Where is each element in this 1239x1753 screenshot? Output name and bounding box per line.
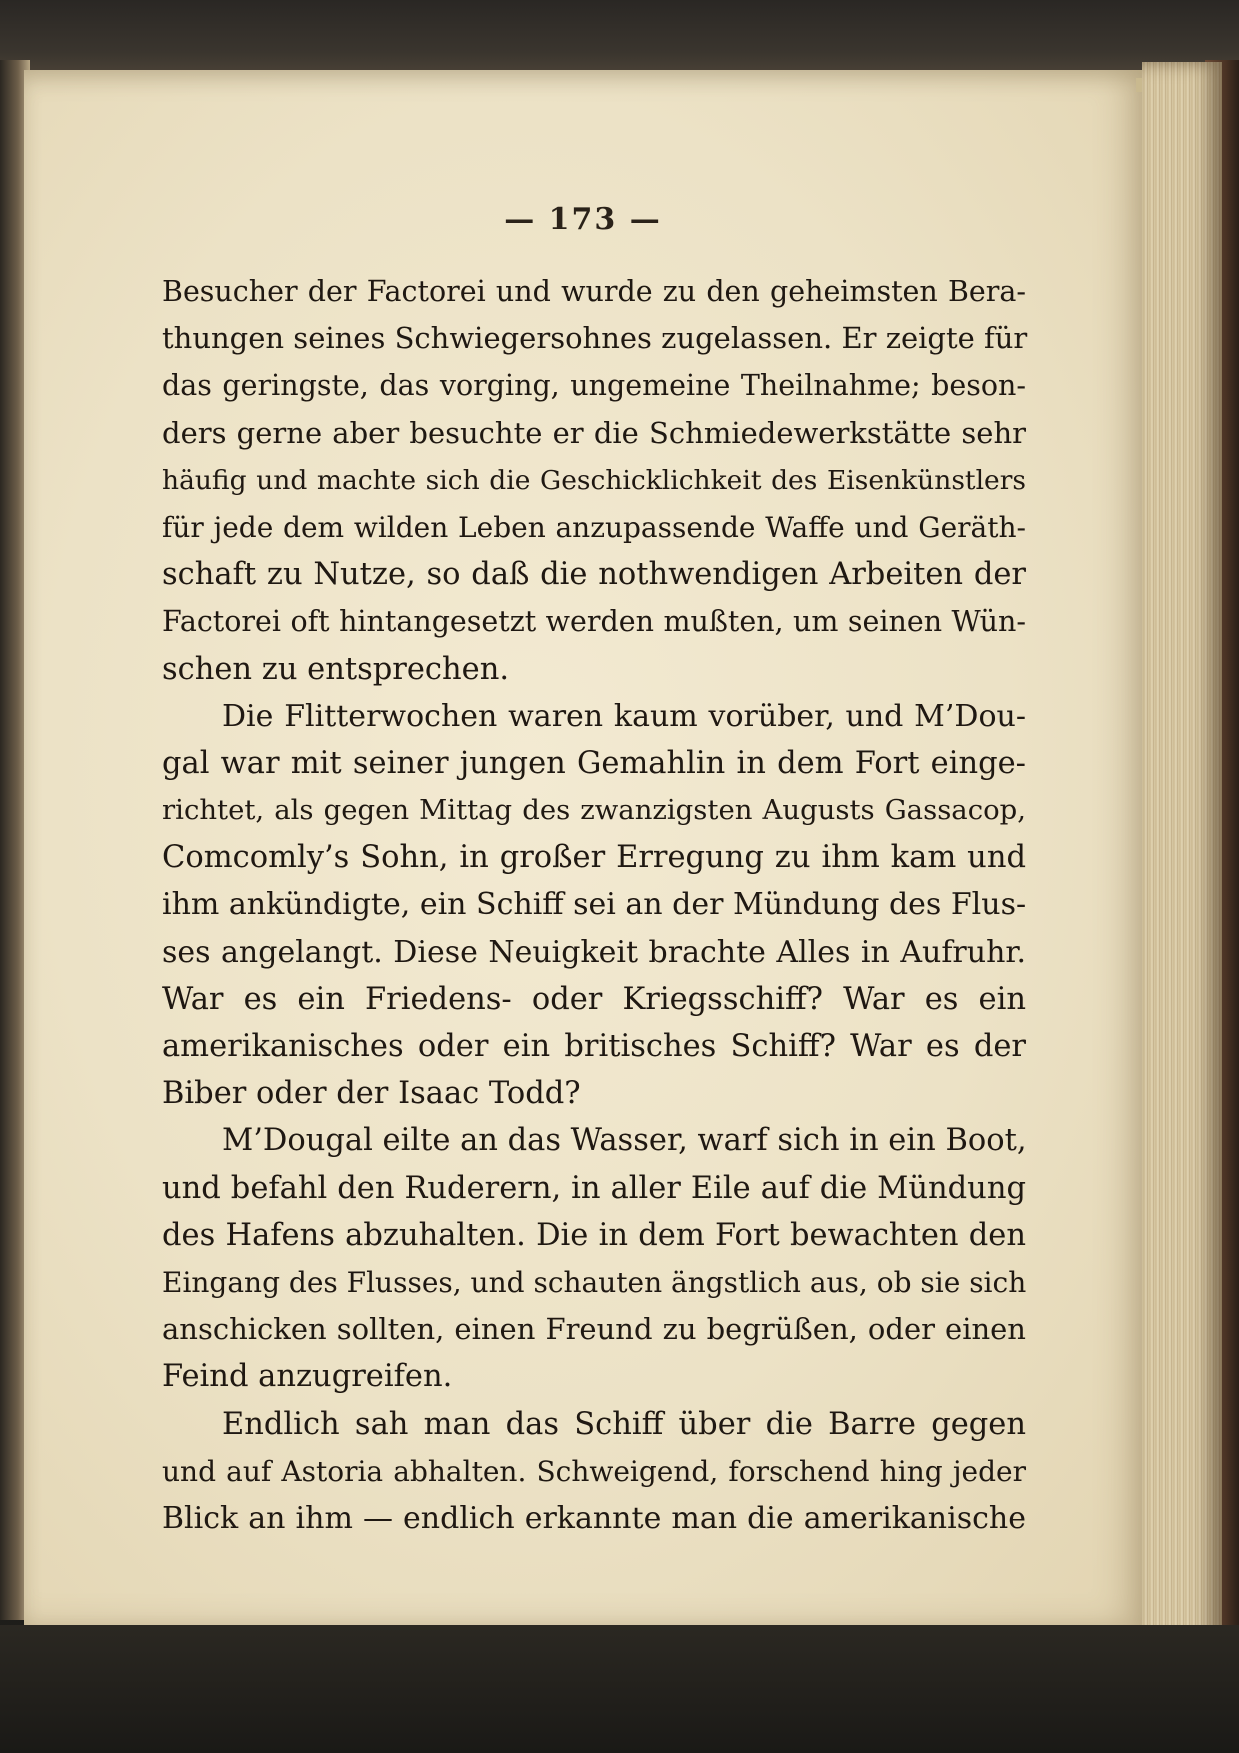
text-line: M’Dougal eilte an das Wasser, warf sich in ein Boot, (222, 1123, 1027, 1159)
page-edges (1142, 62, 1222, 1642)
page-number: — 173 — (504, 202, 662, 237)
text-line: gal war mit seiner jungen Gemahlin in dem Fort einge- (162, 745, 1026, 781)
body-text (162, 268, 1026, 1542)
text-line: War es ein Friedens- oder Kriegsschiff? War es ein (162, 981, 1026, 1017)
text-line: amerikanisches oder ein britisches Schiff? War es der (162, 1029, 1026, 1064)
page-corner (1136, 78, 1142, 92)
text-line: und auf Astoria abhalten. Schweigend, forschend hing jeder (162, 1454, 1026, 1488)
text-line: Feind anzugreifen. (162, 1359, 453, 1395)
text-line: thungen seines Schwiegersohnes zugelassen. Er zeigte für (162, 321, 1028, 356)
text-line: ders gerne aber besuchte er die Schmiedewerkstätte sehr (162, 415, 1026, 450)
book-cover-top (0, 0, 1239, 75)
book-cover-bottom (0, 1625, 1239, 1753)
text-line: Eingang des Flusses, und schauten ängstlich aus, ob sie sich (162, 1265, 1027, 1299)
text-line: Endlich sah man das Schiff über die Barre gegen (222, 1406, 1026, 1442)
text-line: das geringste, das vorging, ungemeine Theilnahme; beson- (162, 369, 1026, 403)
text-line: Blick an ihm — endlich erkannte man die amerikanische (162, 1500, 1026, 1536)
text-line: und befahl den Ruderern, in aller Eile auf die Mündung (162, 1170, 1026, 1206)
text-line: Factorei oft hintangesetzt werden mußten, um seinen Wün- (162, 605, 1026, 639)
text-line: für jede dem wilden Leben anzupassende Waffe und Geräth- (162, 510, 1026, 544)
text-line: ses angelangt. Diese Neuigkeit brachte Alles in Aufruhr. (162, 934, 1026, 970)
text-line: ihm ankündigte, ein Schiff sei an der Mündung des Flus- (162, 887, 1027, 923)
text-line: Besucher der Factorei und wurde zu den geheimsten Bera- (162, 275, 1026, 308)
text-line: Comcomly’s Sohn, in großer Erregung zu ihm kam und (162, 840, 1026, 876)
text-line: anschicken sollten, einen Freund zu begrüßen, oder einen (162, 1312, 1026, 1347)
text-line: Die Flitterwochen waren kaum vorüber, und M’Dou- (222, 698, 1026, 734)
text-line: schen zu entsprechen. (162, 651, 510, 687)
text-line: des Hafens abzuhalten. Die in dem Fort bewachten den (162, 1217, 1026, 1253)
text-line: schaft zu Nutze, so daß die nothwendigen Arbeiten der (162, 557, 1026, 593)
text-line: Biber oder der Isaac Todd? (162, 1076, 581, 1112)
text-line: richtet, als gegen Mittag des zwanzigsten Augusts Gassacop, (162, 794, 1026, 827)
text-line: häufig und machte sich die Geschicklichkeit des Eisenkünstlers (162, 464, 1026, 496)
book-page (24, 70, 1142, 1625)
